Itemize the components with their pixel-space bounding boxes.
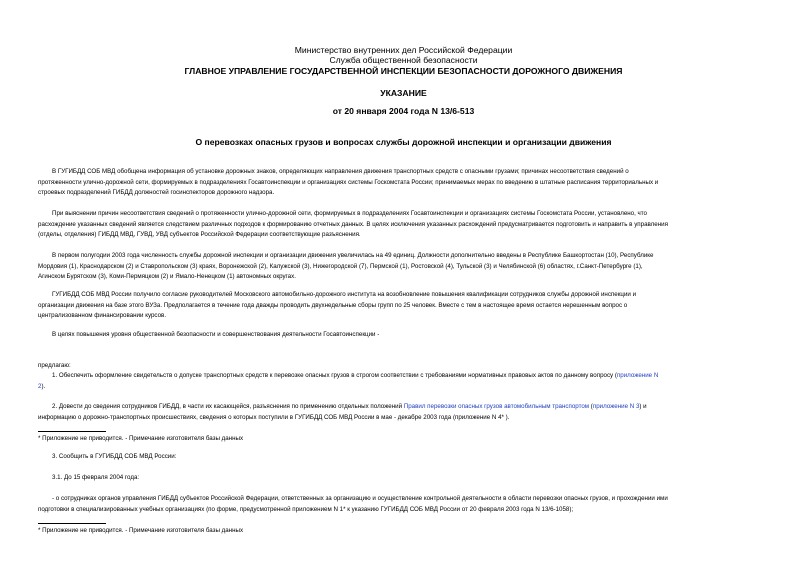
- paragraph-line: [38, 382, 802, 393]
- doc-type-heading: УКАЗАНИЕ: [380, 88, 427, 98]
- item-3-1-text: [38, 494, 802, 515]
- footnote-2: * Приложение не приводится. - Примечание изготовителя базы данных: [38, 527, 244, 534]
- paragraph-line: 3. Сообщить в ГУГИБДД СОБ МВД России:: [52, 453, 177, 460]
- paragraph-line: протяженности улично-дорожной сети, формируемых в подразделениях Госавтоинспекции и организациях системы Госкомстата России; принимаемых мерах по введению в штатные расписания территориальных и: [38, 178, 659, 186]
- item-3: [38, 452, 802, 463]
- item-1-tail: ).: [41, 382, 46, 390]
- doc-date-number: от 20 января 2004 года N 13/6-513: [332, 106, 475, 116]
- paragraph-2: [38, 209, 802, 241]
- paragraph-1: [38, 167, 802, 199]
- item-1-text: 1. Обеспечить оформление свидетельств о допуске транспортных средств к перевозке опасных грузов в строгом соответствии с требованиями нормативных правовых актов по данному вопросу (: [52, 372, 617, 379]
- paragraph-line: При выяснении причин несоответствия сведений о протяженности улично-дорожной сети, формируемых в подразделениях Госавтоинспекции и организациях системы Госкомстата России, установлено, что: [52, 210, 647, 217]
- paragraph-line: 3.1. До 15 февраля 2004 года:: [52, 474, 140, 481]
- paragraph-3: [38, 251, 802, 283]
- item-2-mid: (: [589, 403, 593, 410]
- footnote-separator: [38, 523, 106, 524]
- paragraph-line: ГУГИБДД СОБ МВД России получило согласие руководителей Московского автомобильно-дорожного института на возобновление повышения квалификации сотрудников службы дорожной инспекции и: [52, 291, 637, 298]
- item-2: [38, 402, 802, 423]
- paragraph-line: В ГУГИБДД СОБ МВД обобщена информация об установке дорожных знаков, определяющих направления движения транспортных средств с опасными грузами; причинах несоответствия сведений о: [52, 168, 629, 175]
- appendix-2-link-number[interactable]: 2: [38, 382, 42, 390]
- appendix-3-link[interactable]: приложение N 3: [592, 403, 640, 410]
- paragraph-line: централизованном финансировании курсов.: [38, 312, 167, 319]
- paragraph-4: [38, 290, 802, 322]
- footnote-1: * Приложение не приводится. - Примечание изготовителя базы данных: [38, 435, 244, 442]
- paragraph-line: (отделы, отделения) ГИБДД МВД, ГУВД, УВД субъектов Российской Федерации соответствующие разъяснения.: [38, 231, 361, 238]
- paragraph-line: предлагаю:: [38, 362, 71, 369]
- service-title: Служба общественной безопасности: [329, 55, 478, 65]
- paragraph-line: В первом полугодии 2003 года численность службы дорожной инспекции и организации движения увеличилась на 49 единиц. Должности дополнительно введены в Республике Башкортостан (10), Республике: [52, 252, 654, 259]
- paragraph-line: организации движения на базе этого ВУЗа. Предполагается в течение года дважды проводить двухнедельные сборы групп по 25 человек. Вместе с тем в настоящее время остается нерешенным вопрос о: [38, 301, 628, 309]
- rules-link[interactable]: Правил перевозки опасных грузов автомобильным транспортом: [403, 403, 590, 410]
- paragraph-line: подготовки в специализированных учебных организациях (по форме, предусмотренной приложением N 1* к указанию ГУГИБДД СОБ МВД России от 20 февраля 2003 года N 13/6-1058);: [38, 505, 574, 513]
- footnote-separator: [38, 431, 106, 432]
- item-1: [38, 371, 802, 392]
- paragraph-line: Мордовия (1), Краснодарском (2) и Ставропольском (3) краях, Воронежской (2), Калужской (3), Нижегородской (7), Пермской (1), Ростовской (4), Тульской (3) и Челябинской (6) областях, г.Санкт-Петербурге (1),: [38, 262, 643, 270]
- propose-label: [38, 361, 802, 372]
- paragraph-line: информацию о дорожно-транспортных происшествиях, сведения о которых поступили в ГУГИБДД СОБ МВД России в мае - декабре 2003 года (приложение N 4* ).: [38, 413, 510, 421]
- appendix-2-link[interactable]: приложение N: [616, 372, 659, 379]
- ministry-title: Министерство внутренних дел Российской Федерации: [294, 45, 513, 55]
- paragraph-line: - о сотрудниках органов управления ГИБДД субъектов Российской Федерации, ответственных за организацию и осуществление контрольной деятельности в области перевозки опасных грузов, и прохождении ими: [52, 495, 668, 502]
- paragraph-line: строевых подразделений ГИБДД должностей госинспекторов дорожного надзора.: [38, 189, 275, 196]
- paragraph-line: В целях повышения уровня общественной безопасности и совершенствования деятельности Госавтоинспекции -: [52, 331, 380, 338]
- doc-subject: О перевозках опасных грузов и вопросах службы дорожной инспекции и организации движения: [195, 137, 612, 147]
- item-2-tail: ) и: [639, 403, 647, 410]
- paragraph-line: Агинском Бурятском (3), Коми-Пермяцком (2) и Ямало-Ненецком (1) автономных округах.: [38, 273, 296, 280]
- department-title: ГЛАВНОЕ УПРАВЛЕНИЕ ГОСУДАРСТВЕННОЙ ИНСПЕКЦИИ БЕЗОПАСНОСТИ ДОРОЖНОГО ДВИЖЕНИЯ: [184, 66, 623, 76]
- item-3-1: [38, 473, 802, 484]
- item-2-text: 2. Довести до сведения сотрудников ГИБДД, в части их касающейся, разъяснения по применению отдельных положений: [52, 403, 404, 410]
- paragraph-line: [38, 402, 802, 413]
- paragraph-line: расхождение указанных сведений является следствием различных подходов к формированию отчетных данных. В целях исключения указанных расхождений предусматривается подготовить и направить в управления: [38, 220, 668, 228]
- paragraph-line: [38, 371, 802, 382]
- paragraph-5: [38, 330, 802, 341]
